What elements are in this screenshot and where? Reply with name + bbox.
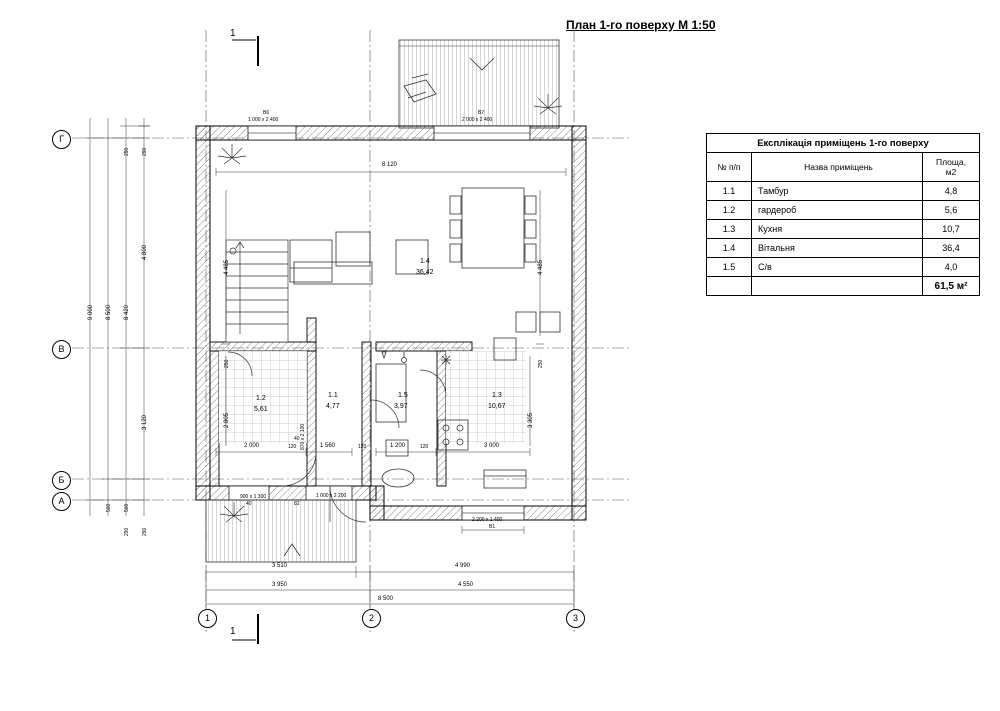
dim-290-b: 290 <box>142 147 148 156</box>
dim-290-a: 290 <box>124 147 130 156</box>
axis-letter-b: Б <box>52 471 71 490</box>
axis-letter-g: Г <box>52 130 71 149</box>
window-code-v6: В6 <box>263 110 270 116</box>
room-number-1-2: 1.2 <box>256 395 266 402</box>
dim-3120: 3 120 <box>142 414 148 430</box>
door-size-900x1300: 900 х 1 300 <box>240 494 267 500</box>
room-area-1-3: 10,67 <box>488 403 506 410</box>
section-mark-top: 1 <box>230 28 236 39</box>
dim-4485-left: 4 485 <box>224 259 230 275</box>
dim-4800: 4 800 <box>142 244 148 260</box>
misc-82: 82 <box>294 501 300 507</box>
room-schedule-table <box>706 133 980 296</box>
dim-3000: 3 000 <box>484 443 500 449</box>
table-row <box>707 258 980 277</box>
table-header-name: Назва приміщень <box>752 153 923 182</box>
room-area-1-1: 4,77 <box>326 403 340 410</box>
dim-290-d: 290 <box>142 527 148 536</box>
window-size-v6: 1 000 х 2 400 <box>248 117 279 123</box>
table-title: Експлікація приміщень 1-го поверху <box>707 134 980 153</box>
dim-1200: 1 200 <box>390 443 406 449</box>
row-area: 5,6 <box>923 201 980 220</box>
room-area-1-4: 36,42 <box>416 269 434 276</box>
row-num: 1.3 <box>707 220 752 239</box>
table-header-area: Площа, м2 <box>923 153 980 182</box>
dim-120-c: 120 <box>420 444 429 450</box>
dim-8500: 8 500 <box>106 304 112 320</box>
table-row <box>707 220 980 239</box>
row-name: Кухня <box>752 220 923 239</box>
room-number-1-3: 1.3 <box>492 392 502 399</box>
room-number-1-4: 1.4 <box>420 258 430 265</box>
row-area: 4,8 <box>923 182 980 201</box>
dim-120-b: 120 <box>358 444 367 450</box>
axis-letter-a: А <box>52 492 71 511</box>
window-size-v7: 2 000 х 2 400 <box>462 117 493 123</box>
row-num: 1.2 <box>707 201 752 220</box>
row-num: 1.5 <box>707 258 752 277</box>
dim-1560: 1 560 <box>320 443 336 449</box>
dim-4485-right: 4 485 <box>538 259 544 275</box>
window-code-v1: В1 <box>489 524 496 530</box>
dim-3510: 3 510 <box>272 563 288 569</box>
total-area: 61,5 м² <box>923 277 980 296</box>
axis-number-3: 3 <box>566 609 585 628</box>
room-area-1-2: 5,61 <box>254 406 268 413</box>
table-row <box>707 182 980 201</box>
dim-4990: 4 990 <box>455 563 471 569</box>
dim-290-c: 290 <box>124 527 130 536</box>
dim-3305: 3 305 <box>528 412 534 428</box>
window-size-v1: 2 200 х 1 400 <box>472 517 503 523</box>
row-num: 1.1 <box>707 182 752 201</box>
dim-2805: 2 805 <box>224 412 230 428</box>
total-blank-name <box>752 277 923 296</box>
door-size-870x2100: 870 х 2 100 <box>300 423 306 450</box>
door-size-1000x2200: 1 000 х 2 200 <box>316 493 347 499</box>
axis-number-2: 2 <box>362 609 381 628</box>
dim-4550: 4 550 <box>458 582 474 588</box>
dim-250-left: 250 <box>224 359 230 368</box>
row-name: гардероб <box>752 201 923 220</box>
table-row <box>707 201 980 220</box>
misc-40-a: 40 <box>294 436 300 442</box>
dim-250-right: 250 <box>538 359 544 368</box>
row-name: Вітальня <box>752 239 923 258</box>
table-row <box>707 239 980 258</box>
dim-8120: 8 120 <box>382 162 398 168</box>
dim-8420: 8 420 <box>124 304 130 320</box>
row-name: С/в <box>752 258 923 277</box>
row-num: 1.4 <box>707 239 752 258</box>
dim-2000: 2 000 <box>244 443 260 449</box>
axis-number-1: 1 <box>198 609 217 628</box>
section-mark-bottom: 1 <box>230 626 236 637</box>
room-number-1-5: 1.5 <box>398 392 408 399</box>
table-title-row <box>707 134 980 153</box>
dim-8500-bottom: 8 500 <box>378 596 394 602</box>
dim-120-a: 120 <box>288 444 297 450</box>
row-area: 4,0 <box>923 258 980 277</box>
total-blank-num <box>707 277 752 296</box>
dim-9000: 9 000 <box>88 304 94 320</box>
row-area: 10,7 <box>923 220 980 239</box>
window-code-v7: В7 <box>478 110 485 116</box>
dim-500-a: 500 <box>106 503 112 512</box>
page-title: План 1-го поверху М 1:50 <box>566 18 716 32</box>
table-total-row <box>707 277 980 296</box>
row-area: 36,4 <box>923 239 980 258</box>
dim-500-b: 500 <box>124 503 130 512</box>
table-header-num: № п/п <box>707 153 752 182</box>
dim-3950: 3 950 <box>272 582 288 588</box>
row-name: Тамбур <box>752 182 923 201</box>
misc-40-b: 40 <box>246 501 252 507</box>
table-header-row <box>707 153 980 182</box>
room-number-1-1: 1.1 <box>328 392 338 399</box>
axis-letter-v: В <box>52 340 71 359</box>
room-area-1-5: 3,97 <box>394 403 408 410</box>
